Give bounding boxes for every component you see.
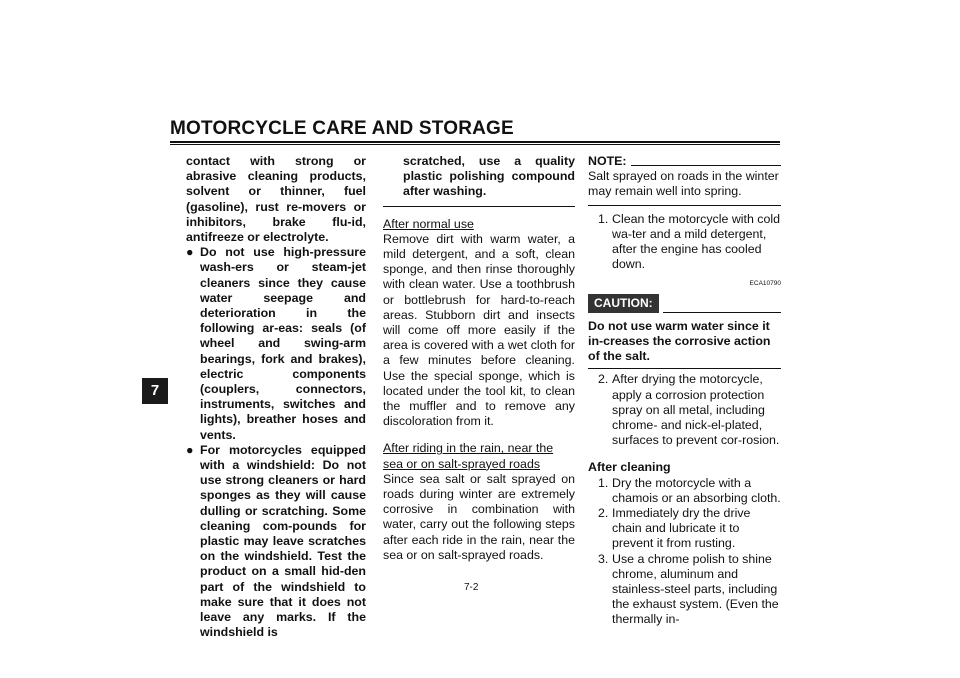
step-text: Immediately dry the drive chain and lubricate it to prevent it from rusting. (612, 506, 751, 551)
caution-rule (663, 312, 781, 313)
after-cleaning-step-2 (588, 506, 781, 552)
col1-lead: contact with strong or abrasive cleaning products, solvent or thinner, fuel (gasoline), rust re-movers or inhibitors, brake flu-id, antifreeze or electrolyte. (186, 154, 366, 245)
section-heading-normal-use: After normal use (383, 216, 474, 231)
step-number: 1. (598, 211, 609, 226)
step-text: After drying the motorcycle, apply a corrosion protection spray on all metal, including chrome- and nick-el-plated, surfaces to prevent cor-rosion. (612, 372, 780, 448)
step-2 (588, 372, 781, 448)
step-1 (588, 212, 781, 273)
section-heading-after-cleaning: After cleaning (588, 460, 671, 475)
section-heading-rain: After riding in the rain, near the sea or on salt-sprayed roads (383, 441, 554, 471)
caution-badge: CAUTION: (588, 294, 659, 313)
note-text: Salt sprayed on roads in the winter may remain well into spring. (588, 169, 779, 199)
header-rule-thin (170, 144, 780, 145)
warning-end-rule (383, 206, 575, 207)
step-number: 2. (598, 506, 609, 521)
step-text: Clean the motorcycle with cold wa-ter and a mild detergent, after the engine has cooled down. (612, 211, 781, 272)
column-2 (383, 154, 575, 563)
header-rule (170, 141, 780, 143)
caution-end-rule (588, 368, 781, 369)
col1-bullet-1 (186, 245, 366, 443)
para-normal-use: Remove dirt with warm water, a mild detergent, and a soft, clean sponge, and then rinse thoroughly with clean water. Use a toothbrush or bottlebrush for hard-to-reach areas. Stubborn dirt and insects will come off more easily if the area is covered with a wet cloth for a few minutes before cleaning. Use the special sponge, which is located under the tool kit, to clean the muffler and to remove any discoloration from it. (383, 231, 575, 429)
step-number: 1. (598, 475, 609, 490)
column-3 (588, 154, 781, 628)
note-header (588, 154, 781, 169)
bullet-icon: ● (186, 245, 194, 260)
caution-text: Do not use warm water since it in-creases the corrosive action of the salt. (588, 318, 771, 364)
note-rule (631, 165, 781, 166)
caution-header (588, 294, 781, 313)
after-cleaning-step-1 (588, 476, 781, 506)
col1-bullet-2 (186, 443, 366, 641)
step-number: 2. (598, 372, 609, 387)
col2-continuation: scratched, use a quality plastic polishing compound after washing. (403, 154, 575, 199)
note-end-rule (588, 205, 781, 206)
bullet-text: For motorcycles equipped with a windshield: Do not use strong cleaners or hard sponges as they will cause dulling or scratching. Some cleaning com-pounds for plastic may leave scratches on the windshield. Test the product on a small hid-den part of the windshield to make sure that it does not leave any marks. If the windshield is (200, 442, 366, 640)
after-cleaning-step-3 (588, 552, 781, 628)
note-label: NOTE: (588, 154, 627, 168)
bullet-text: Do not use high-pressure wash-ers or steam-jet cleaners since they cause water seepage and deterioration in the following ar-eas: seals (of wheel and swing-arm bearings, fork and brakes), electric components (couplers, connectors, instruments, switches and lights), breather hoses and vents. (200, 245, 366, 442)
bullet-icon: ● (186, 442, 194, 457)
para-rain: Since sea salt or salt sprayed on roads during winter are extremely corrosive in combination with water, carry out the following steps after each ride in the rain, near the sea or on salt-sprayed roads. (383, 471, 575, 562)
page-number: 7-2 (464, 582, 479, 593)
column-1 (186, 154, 366, 641)
caution-code: ECA10790 (749, 280, 781, 288)
step-number: 3. (598, 551, 609, 566)
step-text: Use a chrome polish to shine chrome, aluminum and stainless-steel parts, including the exhaust system. (Even the thermally in- (612, 551, 779, 627)
chapter-tab: 7 (142, 378, 168, 404)
step-text: Dry the motorcycle with a chamois or an absorbing cloth. (612, 475, 781, 505)
page-title: MOTORCYCLE CARE AND STORAGE (170, 118, 514, 139)
